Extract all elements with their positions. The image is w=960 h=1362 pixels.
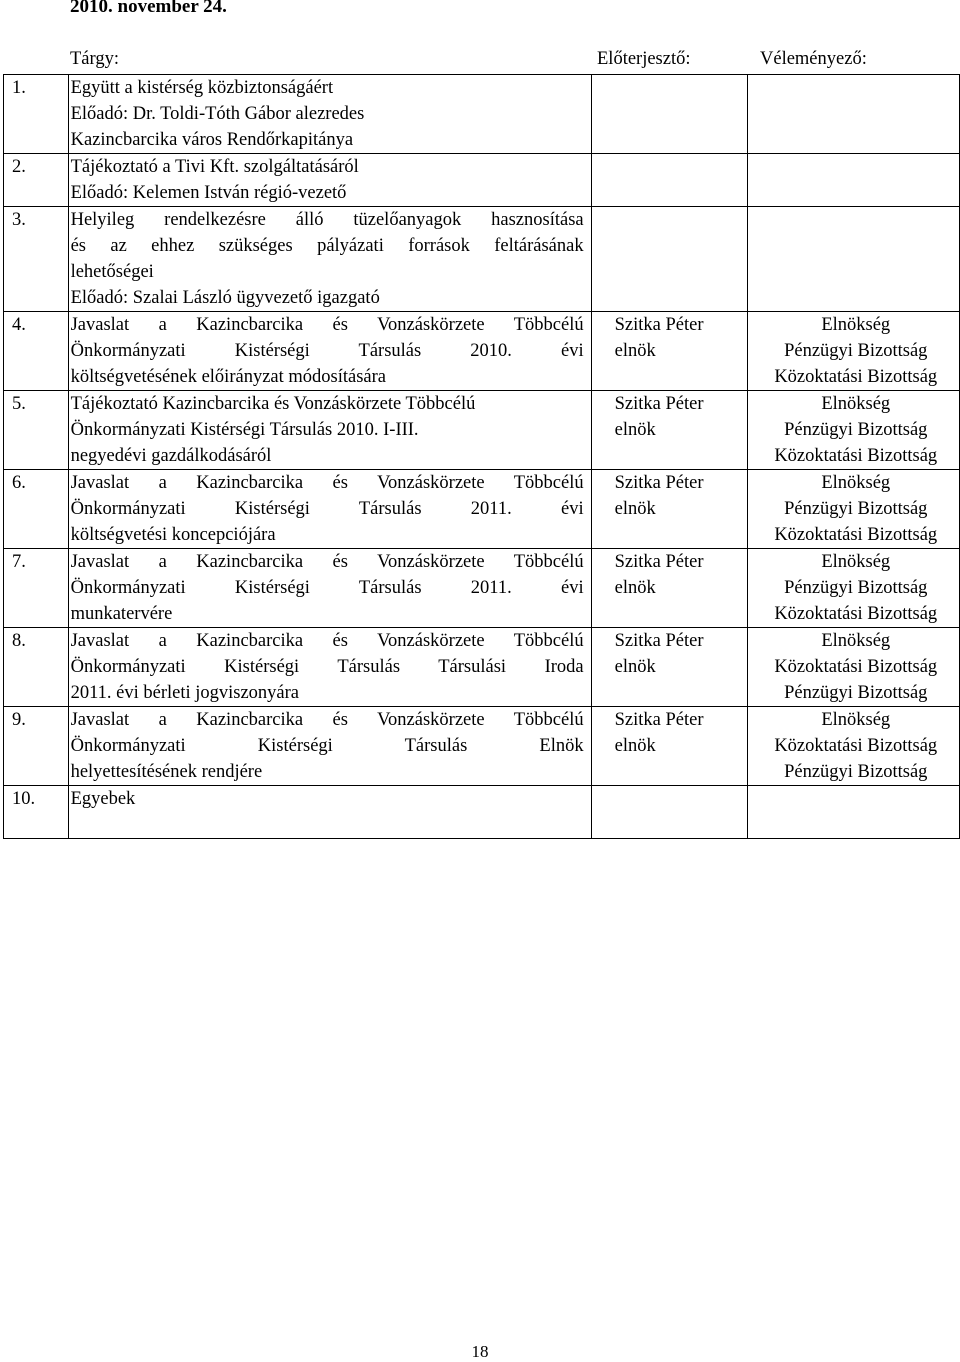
presenter-line: elnök	[614, 341, 656, 361]
agenda-item-presenter	[591, 154, 747, 207]
subject-line: és az ehhez szükséges pályázati források feltárásának	[70, 236, 584, 256]
subject-line: Önkormányzati Kistérségi Társulás 2010. évi	[70, 341, 584, 361]
subject-line: Kazincbarcika város Rendőrkapitánya	[70, 130, 354, 150]
agenda-item-presenter	[591, 207, 747, 312]
presenter-line: Szitka Péter	[614, 710, 704, 730]
subject-line: Önkormányzati Kistérségi Társulás Társulási Iroda	[70, 657, 584, 677]
agenda-item-subject	[68, 312, 591, 391]
reviewer-line: Közoktatási Bizottság	[774, 446, 938, 466]
reviewer-line: Pénzügyi Bizottság	[784, 499, 928, 519]
subject-line: munkatervére	[70, 604, 173, 624]
agenda-row	[4, 470, 960, 549]
subject-line: lehetőségei	[70, 262, 154, 282]
agenda-item-subject	[68, 207, 591, 312]
agenda-row	[4, 154, 960, 207]
presenter-line: elnök	[614, 420, 656, 440]
reviewer-line: Pénzügyi Bizottság	[784, 762, 928, 782]
presenter-line: Szitka Péter	[614, 473, 704, 493]
agenda-item-reviewer	[747, 312, 960, 391]
subject-line: Javaslat a Kazincbarcika és Vonzáskörzete Többcélú	[70, 710, 584, 730]
presenter-line: Szitka Péter	[614, 552, 704, 572]
agenda-item-presenter	[591, 786, 747, 839]
reviewer-line: Elnökség	[821, 315, 891, 335]
subject-line: negyedévi gazdálkodásáról	[70, 446, 272, 466]
agenda-item-subject	[68, 75, 591, 154]
presenter-line: elnök	[614, 736, 656, 756]
subject-line: Együtt a kistérség közbiztonságáért	[70, 78, 334, 98]
agenda-item-number: 8.	[4, 628, 69, 707]
document-date: 2010. november 24.	[70, 0, 227, 17]
reviewer-line: Pénzügyi Bizottság	[784, 578, 928, 598]
reviewer-line: Közoktatási Bizottság	[774, 367, 938, 387]
reviewer-line: Közoktatási Bizottság	[774, 525, 938, 545]
agenda-item-presenter	[591, 707, 747, 786]
agenda-item-number: 2.	[4, 154, 69, 207]
agenda-item-reviewer	[747, 786, 960, 839]
subject-line: Önkormányzati Kistérségi Társulás 2011. évi	[70, 499, 584, 519]
agenda-row	[4, 391, 960, 470]
reviewer-line: Közoktatási Bizottság	[774, 736, 938, 756]
agenda-item-reviewer	[747, 207, 960, 312]
agenda-item-reviewer	[747, 549, 960, 628]
presenter-line: Szitka Péter	[614, 631, 704, 651]
subject-line: Javaslat a Kazincbarcika és Vonzáskörzete Többcélú	[70, 631, 584, 651]
reviewer-line: Pénzügyi Bizottság	[784, 683, 928, 703]
subject-line: Javaslat a Kazincbarcika és Vonzáskörzete Többcélú	[70, 473, 584, 493]
agenda-item-number: 7.	[4, 549, 69, 628]
agenda-row	[4, 75, 960, 154]
agenda-item-number: 9.	[4, 707, 69, 786]
agenda-item-number: 10.	[4, 786, 69, 839]
reviewer-line: Elnökség	[821, 473, 891, 493]
subject-line: Előadó: Szalai László ügyvezető igazgató	[70, 288, 380, 308]
reviewer-line: Elnökség	[821, 552, 891, 572]
agenda-item-number: 3.	[4, 207, 69, 312]
reviewer-line: Pénzügyi Bizottság	[784, 341, 928, 361]
agenda-item-presenter	[591, 391, 747, 470]
subject-line: helyettesítésének rendjére	[70, 762, 263, 782]
agenda-item-reviewer	[747, 75, 960, 154]
reviewer-line: Elnökség	[821, 710, 891, 730]
reviewer-line: Pénzügyi Bizottság	[784, 420, 928, 440]
agenda-item-reviewer	[747, 470, 960, 549]
agenda-item-subject	[68, 391, 591, 470]
agenda-row	[4, 312, 960, 391]
agenda-row	[4, 786, 960, 839]
subject-line: Előadó: Dr. Toldi-Tóth Gábor alezredes	[70, 104, 365, 124]
agenda-item-subject	[68, 628, 591, 707]
agenda-item-number: 6.	[4, 470, 69, 549]
agenda-item-presenter	[591, 628, 747, 707]
presenter-header: Előterjesztő:	[597, 49, 691, 69]
agenda-item-presenter	[591, 549, 747, 628]
agenda-row	[4, 207, 960, 312]
agenda-item-presenter	[591, 470, 747, 549]
presenter-line: Szitka Péter	[614, 315, 704, 335]
presenter-line: elnök	[614, 578, 656, 598]
agenda-item-subject	[68, 549, 591, 628]
subject-line: Önkormányzati Kistérségi Társulás Elnök	[70, 736, 584, 756]
reviewer-header: Véleményező:	[760, 49, 867, 69]
agenda-item-number: 4.	[4, 312, 69, 391]
subject-line: Javaslat a Kazincbarcika és Vonzáskörzete Többcélú	[70, 315, 584, 335]
agenda-item-subject	[68, 470, 591, 549]
agenda-item-reviewer	[747, 154, 960, 207]
reviewer-line: Elnökség	[821, 394, 891, 414]
subject-line: Helyileg rendelkezésre álló tüzelőanyagok hasznosítása	[70, 210, 584, 230]
agenda-table	[3, 74, 960, 839]
agenda-item-subject	[68, 786, 591, 839]
reviewer-line: Közoktatási Bizottság	[774, 657, 938, 677]
subject-line: költségvetésének előirányzat módosítására	[70, 367, 386, 387]
subject-line: Tájékoztató Kazincbarcika és Vonzáskörzete Többcélú	[70, 394, 476, 414]
page-number: 18	[471, 1342, 489, 1361]
subject-line: Önkormányzati Kistérségi Társulás 2010. I-III.	[70, 420, 419, 440]
agenda-row	[4, 628, 960, 707]
agenda-item-reviewer	[747, 707, 960, 786]
agenda-item-presenter	[591, 75, 747, 154]
agenda-item-reviewer	[747, 628, 960, 707]
agenda-item-number: 1.	[4, 75, 69, 154]
subject-line: 2011. évi bérleti jogviszonyára	[70, 683, 300, 703]
agenda-item-number: 5.	[4, 391, 69, 470]
subject-line: Előadó: Kelemen István régió-vezető	[70, 183, 347, 203]
presenter-line: Szitka Péter	[614, 394, 704, 414]
reviewer-line: Közoktatási Bizottság	[774, 604, 938, 624]
subject-line: Önkormányzati Kistérségi Társulás 2011. évi	[70, 578, 584, 598]
subject-line: Egyebek	[70, 789, 136, 809]
agenda-item-reviewer	[747, 391, 960, 470]
agenda-item-presenter	[591, 312, 747, 391]
agenda-item-subject	[68, 707, 591, 786]
agenda-item-subject	[68, 154, 591, 207]
subject-line: Javaslat a Kazincbarcika és Vonzáskörzete Többcélú	[70, 552, 584, 572]
agenda-row	[4, 549, 960, 628]
subject-line: költségvetési koncepciójára	[70, 525, 276, 545]
subject-header: Tárgy:	[70, 49, 119, 69]
presenter-line: elnök	[614, 657, 656, 677]
agenda-row	[4, 707, 960, 786]
reviewer-line: Elnökség	[821, 631, 891, 651]
presenter-line: elnök	[614, 499, 656, 519]
subject-line: Tájékoztató a Tivi Kft. szolgáltatásáról	[70, 157, 359, 177]
